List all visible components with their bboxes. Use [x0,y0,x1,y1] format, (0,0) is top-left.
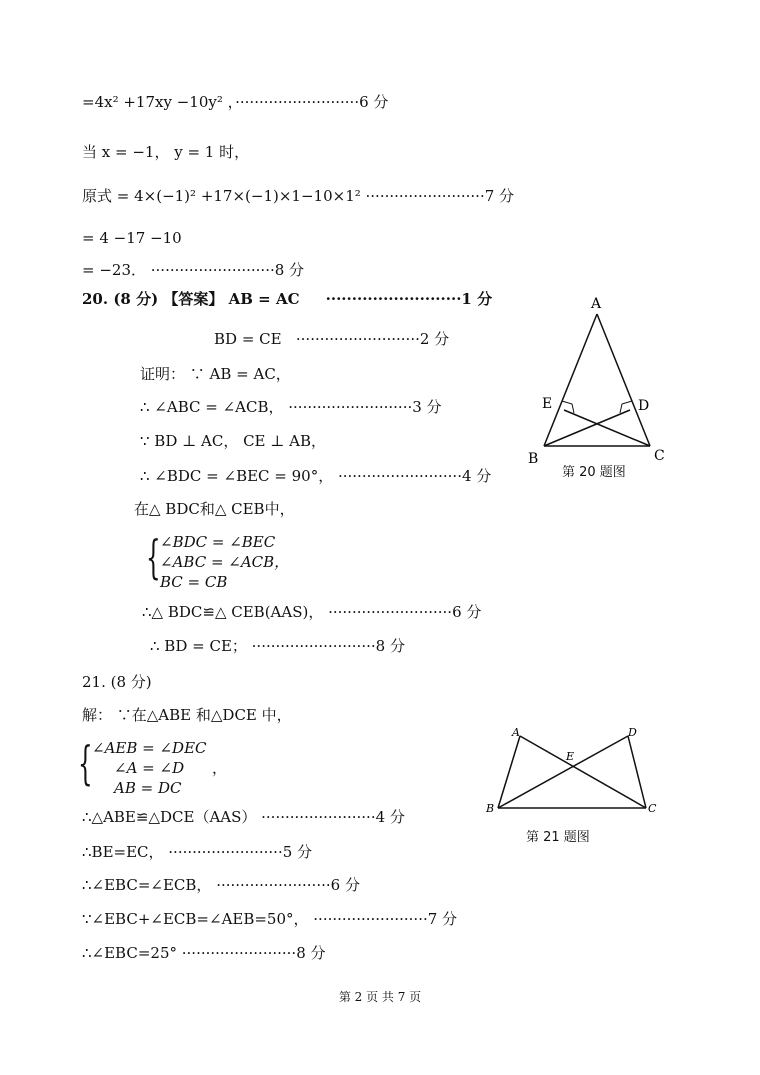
page-footer: 第 2 页 共 7 页 [338,990,422,1004]
label-d: D [628,726,637,739]
q20-heading: 20. (8 分) 【答案】 AB = AC ··························1 分 [82,290,493,308]
q20-answer-2: BD = CE ··························2 分 [214,330,450,348]
q21-proof-6: ∴∠EBC=25° ························8 分 [82,944,326,962]
brace-line-1: ∠AEB = ∠DEC [92,739,207,757]
q20-proof-4: ∴ ∠BDC = ∠BEC = 90°， ··························4 分 [140,467,492,485]
q21-proof-5: ∵∠EBC+∠ECB=∠AEB=50°， ························7 分 [82,910,458,928]
q20-proof-1: 证明： ∵ AB = AC， [140,365,291,383]
segment-dc [628,736,646,808]
brace-comma: ， [212,759,228,777]
figure-20-caption: 第 20 题图 [562,465,626,480]
q21-proof-4: ∴∠EBC=∠ECB， ························6 分 [82,876,360,894]
figure-20 [520,290,670,480]
brace-line-2: ∠ABC = ∠ACB， [160,553,290,571]
line-expr: =4x² +17xy −10y² ，··························6 分 [82,93,389,111]
label-b: B [486,802,495,815]
q21-proof-1: 解： ∵在△ABE 和△DCE 中， [82,706,292,724]
label-b: B [528,451,539,467]
brace-line-3: BC = CB [160,573,228,591]
line-original: 原式 = 4×(−1)² +17×(−1)×1−10×1² ·························7 分 [82,187,515,205]
brace-line-3: AB = DC [114,779,182,797]
brace-line-1: ∠BDC = ∠BEC [160,533,276,551]
line-simplify: = 4 −17 −10 [82,229,182,247]
label-c: C [654,448,665,464]
segment-ab [544,314,597,446]
segment-bd [498,736,628,808]
line-result: = −23． ··························8 分 [82,261,305,279]
brace-line-2: ∠A = ∠D [114,759,185,777]
segment-ac [520,736,646,808]
label-a: A [512,726,520,739]
q20-proof-6: ∴△ BDC≌△ CEB(AAS)， ··························6 分 [142,603,482,621]
label-d: D [638,398,650,414]
line-substitute: 当 x = −1， y = 1 时， [82,143,250,161]
brace-symbol: { [146,530,161,584]
q21-proof-2: ∴△ABE≌△DCE（AAS） ························4 分 [82,808,405,826]
q21-heading: 21. (8 分) [82,673,152,691]
label-a: A [591,296,602,312]
label-c: C [648,802,657,815]
q20-proof-3: ∵ BD ⊥ AC， CE ⊥ AB， [140,432,327,450]
q20-proof-5: 在△ BDC和△ CEB中， [134,500,295,518]
q20-proof-7: ∴ BD = CE； ··························8 分 [150,637,405,655]
segment-ac [597,314,650,446]
brace-symbol: { [78,736,93,790]
label-e: E [542,396,553,412]
q20-proof-2: ∴ ∠ABC = ∠ACB， ··························3 分 [140,398,442,416]
figure-21-caption: 第 21 题图 [526,830,590,845]
q21-proof-3: ∴BE=EC， ························5 分 [82,843,313,861]
figure-21 [478,722,668,818]
label-e: E [566,750,575,763]
